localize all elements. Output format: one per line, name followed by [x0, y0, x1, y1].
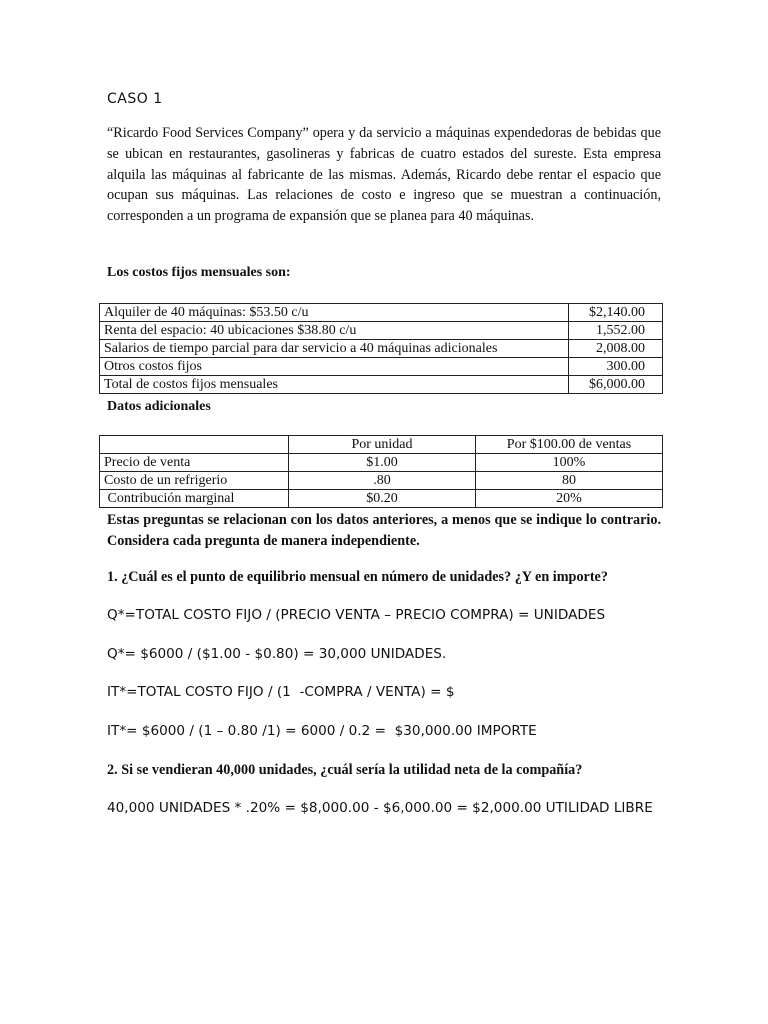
- table-row: [100, 322, 663, 340]
- cost-value: 300.00: [569, 358, 663, 376]
- table-row: [100, 454, 663, 472]
- question-2: 2. Si se vendieran 40,000 unidades, ¿cuál sería la utilidad neta de la compañía?: [107, 762, 583, 778]
- row-label: Precio de venta: [100, 454, 289, 472]
- case-title: CASO 1: [107, 91, 163, 107]
- per-unit-value: $0.20: [289, 490, 476, 508]
- question-1: 1. ¿Cuál es el punto de equilibrio mensual en número de unidades? ¿Y en importe?: [107, 569, 608, 585]
- table-row: [100, 376, 663, 394]
- cost-value: 1,552.00: [569, 322, 663, 340]
- cost-label: Renta del espacio: 40 ubicaciones $38.80 c/u: [100, 322, 569, 340]
- per-100-value: 80: [476, 472, 663, 490]
- formula-line: IT*= $6000 / (1 – 0.80 /1) = 6000 / 0.2 = $30,000.00 IMPORTE: [107, 723, 537, 739]
- row-label: Costo de un refrigerio: [100, 472, 289, 490]
- table-row: [100, 304, 663, 322]
- table-header-row: [100, 436, 663, 454]
- cost-label: Salarios de tiempo parcial para dar servicio a 40 máquinas adicionales: [100, 340, 569, 358]
- table-row: [100, 340, 663, 358]
- per-unit-value: $1.00: [289, 454, 476, 472]
- intro-paragraph: “Ricardo Food Services Company” opera y da servicio a máquinas expendedoras de bebidas que se ubican en restaurantes, gasolineras y fabricas de cuatro estados del sureste. Esta empresa alquila las máquinas al fabricante de las mismas. Además, Ricardo debe rentar el espacio que ocupan sus máquinas. Las relaciones de costo e ingreso que se muestran a continuación, corresponden a un programa de expansión que se planea para 40 máquinas.: [107, 125, 661, 225]
- cost-label: Alquiler de 40 máquinas: $53.50 c/u: [100, 304, 569, 322]
- header-cell: [100, 436, 289, 454]
- additional-data-table: [99, 435, 663, 508]
- cost-value: 2,008.00: [569, 340, 663, 358]
- table-row: [100, 490, 663, 508]
- instructions-note: Estas preguntas se relacionan con los datos anteriores, a menos que se indique lo contrario. Considera cada pregunta de manera independiente.: [107, 512, 661, 549]
- additional-data-heading: Datos adicionales: [107, 399, 211, 414]
- cost-value: $2,140.00: [569, 304, 663, 322]
- table-row: [100, 358, 663, 376]
- answer-line: 40,000 UNIDADES * .20% = $8,000.00 - $6,000.00 = $2,000.00 UTILIDAD LIBRE: [107, 800, 653, 816]
- table-row: [100, 472, 663, 490]
- per-100-value: 100%: [476, 454, 663, 472]
- header-cell: Por unidad: [289, 436, 476, 454]
- per-unit-value: .80: [289, 472, 476, 490]
- row-label: Contribución marginal: [100, 490, 289, 508]
- per-100-value: 20%: [476, 490, 663, 508]
- cost-value: $6,000.00: [569, 376, 663, 394]
- formula-line: IT*=TOTAL COSTO FIJO / (1 -COMPRA / VENTA) = $: [107, 684, 455, 700]
- formula-line: Q*= $6000 / ($1.00 - $0.80) = 30,000 UNIDADES.: [107, 646, 447, 662]
- header-cell: Por $100.00 de ventas: [476, 436, 663, 454]
- cost-label: Total de costos fijos mensuales: [100, 376, 569, 394]
- fixed-costs-heading: Los costos fijos mensuales son:: [107, 265, 291, 280]
- fixed-costs-table: [99, 303, 663, 394]
- cost-label: Otros costos fijos: [100, 358, 569, 376]
- formula-line: Q*=TOTAL COSTO FIJO / (PRECIO VENTA – PRECIO COMPRA) = UNIDADES: [107, 607, 606, 623]
